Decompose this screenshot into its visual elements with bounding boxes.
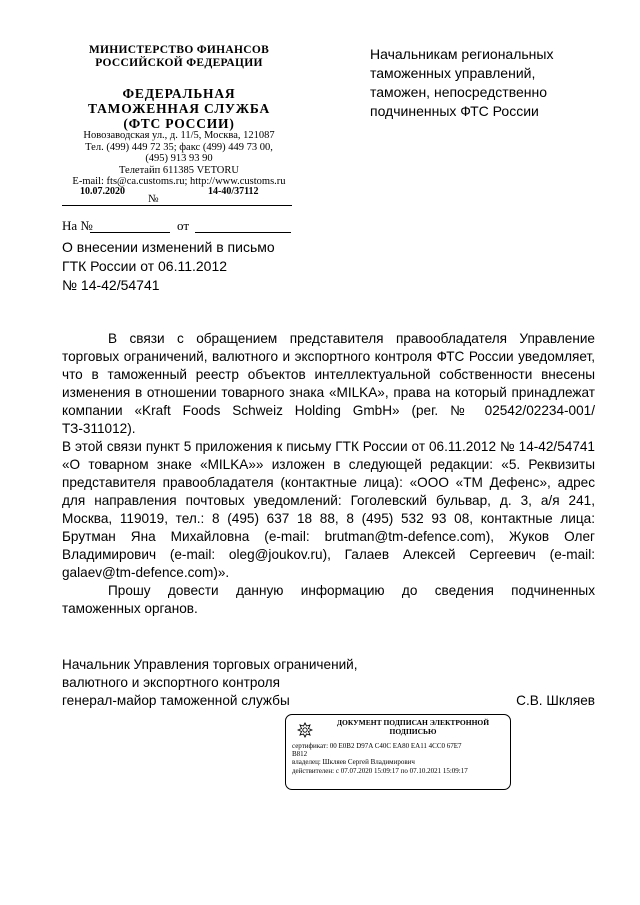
registration-line — [62, 185, 292, 207]
registration-underline — [62, 205, 292, 206]
reference-number-blank — [90, 232, 170, 233]
addressee-line: таможен, непосредственно — [370, 84, 548, 100]
addressee-line: подчиненных ФТС России — [370, 103, 539, 119]
registration-date: 10.07.2020 — [80, 186, 125, 197]
signatory-position: Начальник Управления торговых ограничений, — [62, 657, 358, 672]
ministry-line: МИНИСТЕРСТВО ФИНАНСОВ — [88, 44, 270, 56]
addressee-line: таможенных управлений, — [370, 65, 536, 81]
eagle-emblem-icon — [297, 722, 313, 738]
body-paragraph: В связи с обращением представителя правообладателя Управление торговых ограничений, валютного и экспортного контроля ФТС России уведомляет, что в таможенный реестр объектов интеллектуальной собственности внесены изменения в отношении товарного знака «MILKA», права на который принадлежат компании «Kraft Foods Schweiz Holding GmbH» (рег. № 02542/02234-001/ТЗ-311012). — [62, 331, 595, 436]
address-line: Новозаводская ул., д. 11/5, Москва, 121087 — [83, 130, 275, 141]
registration-number: 14-40/37112 — [208, 186, 259, 197]
address-line: E-mail: fts@ca.customs.ru; http://www.customs.ru — [72, 176, 286, 187]
service-line: ФЕДЕРАЛЬНАЯ — [122, 86, 236, 101]
electronic-signature-stamp — [285, 714, 511, 790]
stamp-certificate-cont: B812 — [292, 750, 308, 759]
service-name — [62, 86, 296, 131]
address-line: Тел. (499) 449 72 35; факс (499) 449 73 00, — [85, 141, 273, 153]
subject-line: О внесении изменений в письмо — [62, 239, 275, 255]
addressee-line: Начальникам региональных — [370, 46, 554, 62]
signatory-name: С.В. Шкляев — [516, 693, 595, 708]
reference-line — [62, 218, 292, 238]
ministry-line: РОССИЙСКОЙ ФЕДЕРАЦИИ — [95, 57, 263, 69]
stamp-title — [320, 719, 506, 736]
subject-line: № 14-42/54741 — [62, 277, 160, 293]
reference-date-blank — [195, 232, 291, 233]
signature-block — [62, 656, 595, 710]
stamp-fields — [292, 742, 508, 775]
letter-body — [62, 330, 595, 618]
address-line: Телетайп 611385 VETORU — [119, 164, 239, 176]
sender-address — [62, 130, 296, 188]
stamp-certificate: сертификат: 00 E0B2 D97A C40C EA80 EA11 4CC0 67E7 — [292, 742, 462, 750]
address-line: (495) 913 93 90 — [145, 153, 213, 164]
stamp-title-line: ДОКУМЕНТ ПОДПИСАН ЭЛЕКТРОННОЙ — [336, 718, 490, 727]
body-paragraph: В этой связи пункт 5 приложения к письму ГТК России от 06.11.2012 № 14-42/54741 «О товарном знаке «MILKA»» изложен в следующей редакции: «5. Реквизиты представителя правообладателя (контактные лица): «ООО «ТМ Дефенс», адрес для направления почтовых уведомлений: Гоголевский бульвар, д. 3, а/я 241, Москва, 119019, тел.: 8 (495) 637 18 88, 8 (495) 532 93 08, контактные лица: Брутман Яна Михайловна (e-mail: brutman@tm-defence.com), Жуков Олег Владимирович (e-mail: oleg@joukov.ru), Галаев Алексей Сергеевич (e-mail: galaev@tm-defence.com)». — [62, 439, 595, 580]
signatory-position: валютного и экспортного контроля — [62, 675, 280, 690]
signatory-position: генерал-майор таможенной службы — [62, 693, 290, 708]
reference-from-label: от — [177, 218, 190, 233]
service-line: ТАМОЖЕННАЯ СЛУЖБА — [87, 101, 271, 116]
stamp-title-line: ПОДПИСЬЮ — [389, 726, 437, 736]
stamp-validity: действителен: с 07.07.2020 15:09:17 по 07.10.2021 15:09:17 — [292, 766, 468, 775]
number-sign: № — [148, 193, 159, 205]
ministry-name — [62, 44, 296, 70]
stamp-owner: владелец: Шкляев Сергей Владимирович — [292, 758, 415, 767]
letter-subject — [62, 238, 312, 295]
service-line: (ФТС РОССИИ) — [123, 116, 235, 131]
reference-label: На № — [62, 218, 93, 233]
subject-line: ГТК России от 06.11.2012 — [62, 258, 228, 274]
body-paragraph: Прошу довести данную информацию до сведения подчиненных таможенных органов. — [62, 583, 595, 616]
addressee — [370, 45, 590, 121]
